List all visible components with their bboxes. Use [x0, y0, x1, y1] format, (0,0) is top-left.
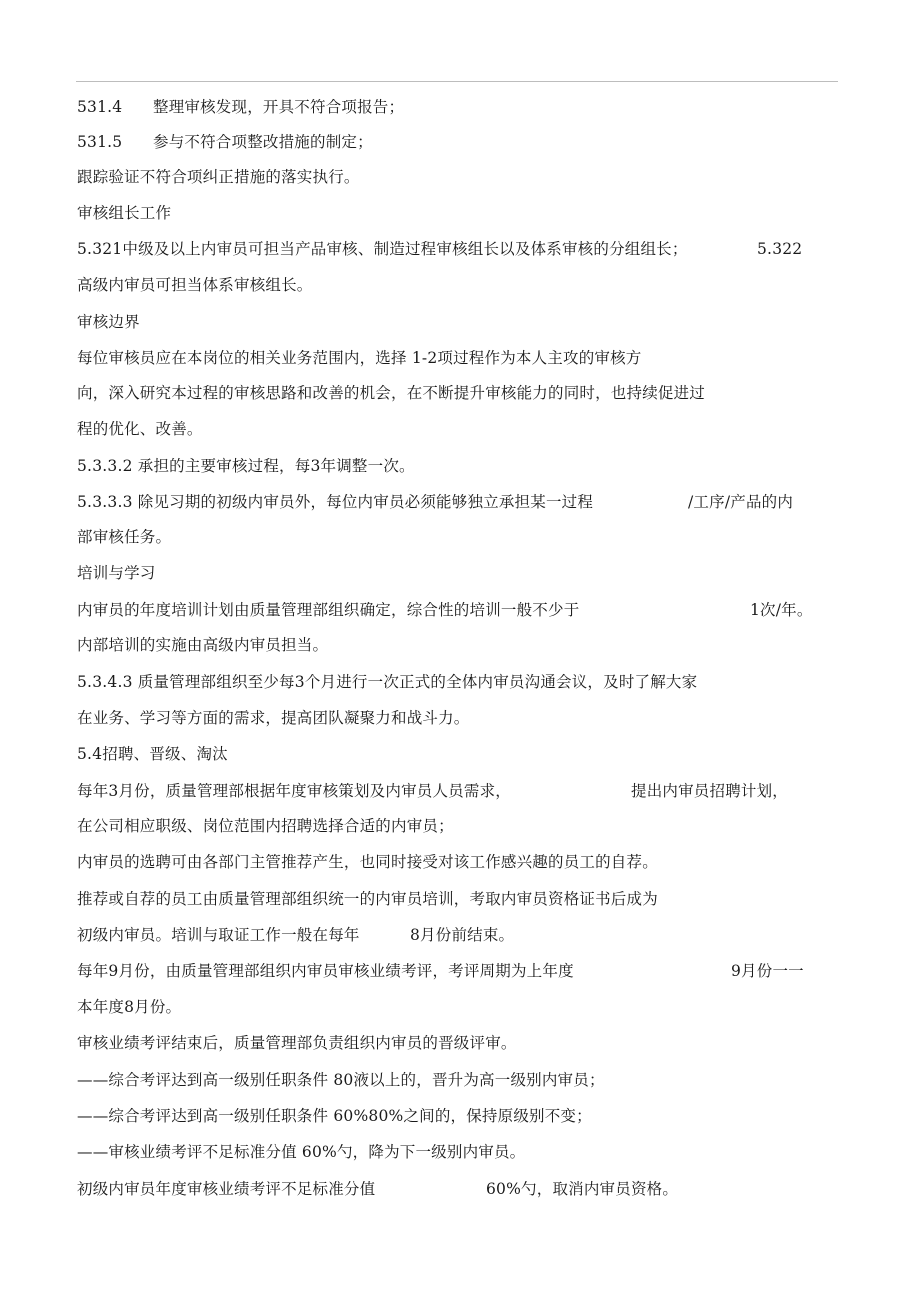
line-text-tail: 60%勺，取消内审员资格。	[486, 1180, 679, 1198]
line-text: 每年3月份，质量管理部根据年度审核策划及内审员人员需求，	[77, 782, 511, 800]
clause-number: 5.322	[757, 240, 803, 258]
line-text-tail: 9月份一一	[731, 962, 804, 980]
heading-text: 审核组长工作	[77, 204, 172, 222]
line-text: 5.321中级及以上内审员可担当产品审核、制造过程审核组长以及体系审核的分组组长；	[77, 240, 688, 258]
line-text-tail: /工序/产品的内	[688, 493, 794, 511]
line-text: 程的优化、改善。	[77, 420, 203, 438]
heading-text: 审核边界	[77, 313, 140, 331]
line-text: 内部培训的实施由高级内审员担当。	[77, 636, 329, 654]
line-text: 每位审核员应在本岗位的相关业务范围内，选择 1-2项过程作为本人主攻的审核方	[77, 349, 642, 367]
line-text: 每年9月份，由质量管理部组织内审员审核业绩考评，考评周期为上年度	[77, 962, 574, 980]
line-text: 本年度8月份。	[77, 998, 182, 1016]
line-text: 初级内审员。培训与取证工作一般在每年	[77, 926, 360, 944]
line-text: ——审核业绩考评不足标准分值 60%勺，降为下一级别内审员。	[77, 1143, 526, 1161]
line-text: ——综合考评达到高一级别任职条件 80液以上的，晋升为高一级别内审员；	[77, 1071, 605, 1089]
heading-text: 5.4招聘、晋级、淘汰	[77, 745, 228, 763]
line-text: 部审核任务。	[77, 528, 172, 546]
line-text: 5.3.3.2 承担的主要审核过程，每3年调整一次。	[77, 457, 415, 475]
line-text: 在业务、学习等方面的需求，提高团队凝聚力和战斗力。	[77, 709, 470, 727]
line-text-tail: 1次/年。	[750, 601, 813, 619]
line-text: 5.3.4.3 质量管理部组织至少每3个月进行一次正式的全体内审员沟通会议，及时了解大家	[77, 673, 698, 691]
clause-text: 整理审核发现，开具不符合项报告；	[153, 98, 405, 116]
line-text: ——综合考评达到高一级别任职条件 60%80%之间的，保持原级别不变；	[77, 1107, 592, 1125]
line-text: 内审员的选聘可由各部门主管推荐产生，也同时接受对该工作感兴趣的员工的自荐。	[77, 853, 658, 871]
clause-number: 531.4	[77, 98, 123, 116]
line-text: 向，深入研究本过程的审核思路和改善的机会，在不断提升审核能力的同时，也持续促进过	[77, 384, 706, 402]
line-text: 5.3.3.3 除见习期的初级内审员外，每位内审员必须能够独立承担某一过程	[77, 493, 594, 511]
line-text-tail: 提出内审员招聘计划，	[631, 782, 789, 800]
clause-number: 531.5	[77, 133, 123, 151]
line-text: 高级内审员可担当体系审核组长。	[77, 276, 313, 294]
line-text: 在公司相应职级、岗位范围内招聘选择合适的内审员；	[77, 817, 454, 835]
line-text: 推荐或自荐的员工由质量管理部组织统一的内审员培训，考取内审员资格证书后成为	[77, 890, 658, 908]
line-text: 初级内审员年度审核业绩考评不足标准分值	[77, 1180, 376, 1198]
heading-text: 培训与学习	[77, 564, 156, 582]
line-text: 内审员的年度培训计划由质量管理部组织确定，综合性的培训一般不少于	[77, 601, 580, 619]
line-text: 审核业绩考评结束后，质量管理部负责组织内审员的晋级评审。	[77, 1034, 517, 1052]
clause-text: 参与不符合项整改措施的制定；	[153, 133, 373, 151]
line-text: 跟踪验证不符合项纠正措施的落实执行。	[77, 168, 360, 186]
line-text-tail: 8月份前结束。	[410, 926, 515, 944]
